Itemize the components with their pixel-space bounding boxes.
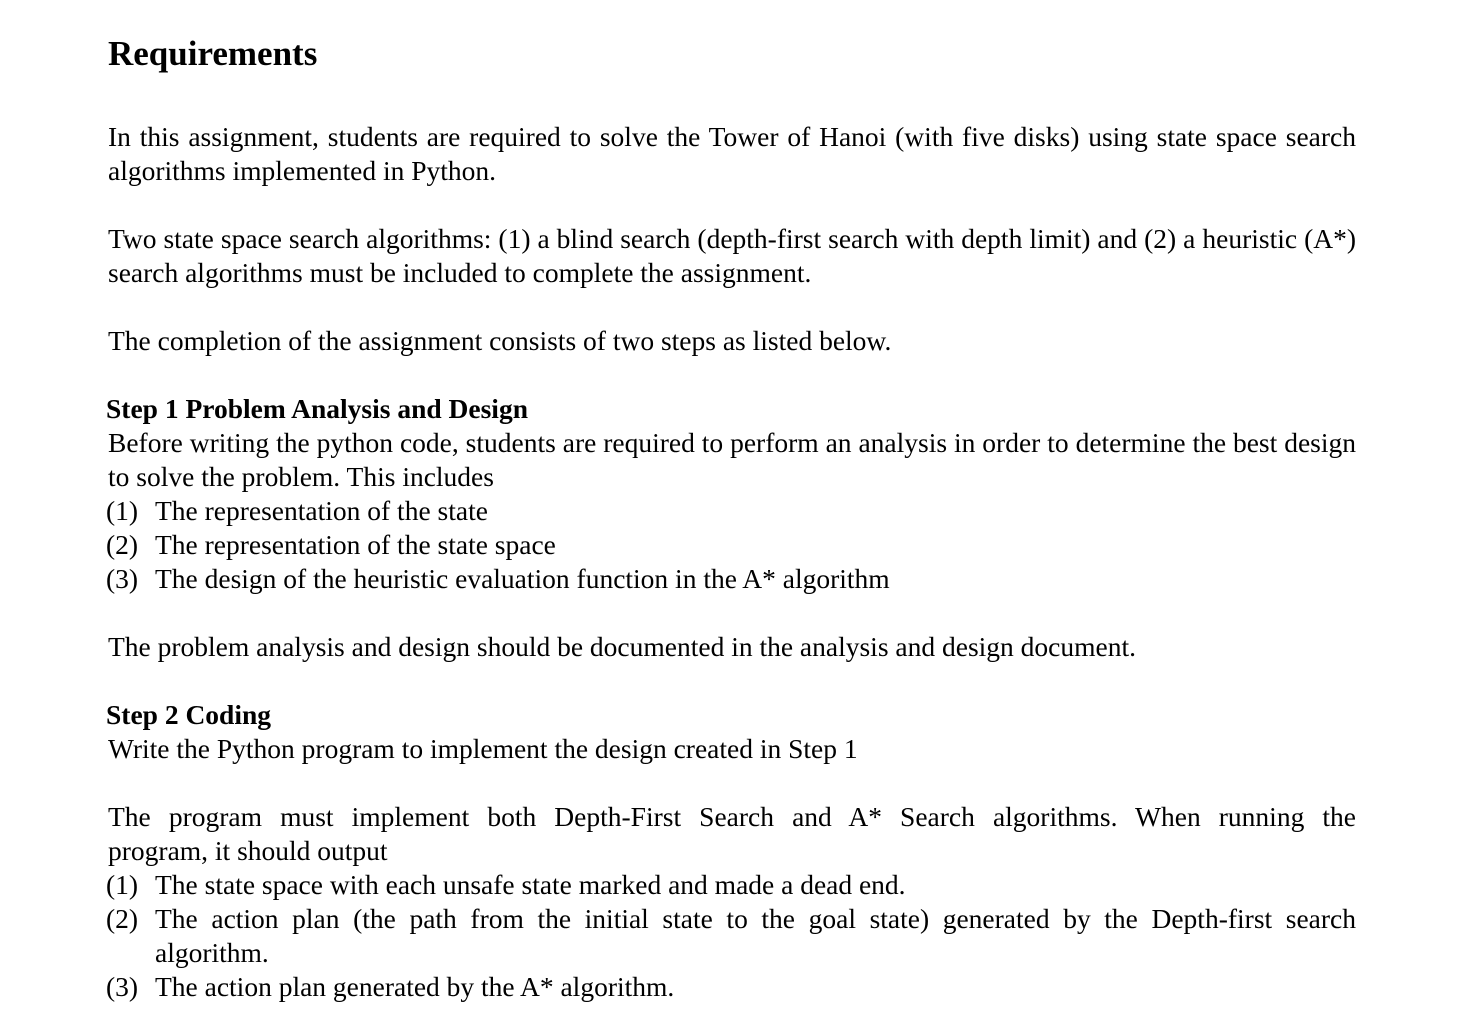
algorithms-paragraph: Two state space search algorithms: (1) a blind search (depth-first search with depth limit) and (2) a heuristic (A*) search algorithms must be included to complete the assignment. xyxy=(108,223,1356,288)
program-requirements-line2: program, it should output xyxy=(108,835,388,866)
list-item-text: The action plan (the path from the initial state to the goal state) generated by the Depth-first search algorithm. xyxy=(155,903,1356,968)
list-item-number: (3) xyxy=(106,971,139,1002)
list-item-text: The representation of the state space xyxy=(155,529,556,560)
step1-description: Before writing the python code, students are required to perform an analysis in order to determine the best design to solve the problem. This includes xyxy=(108,427,1356,492)
list-item-text: The representation of the state xyxy=(155,495,488,526)
step2-description: Write the Python program to implement the design created in Step 1 xyxy=(108,733,858,764)
list-item-number: (2) xyxy=(106,529,139,560)
list-item xyxy=(108,902,1356,970)
intro-paragraph: In this assignment, students are required to solve the Tower of Hanoi (with five disks) using state space search algorithms implemented in Python. xyxy=(108,121,1356,186)
step2-section xyxy=(108,698,1356,766)
list-item-text: The design of the heuristic evaluation function in the A* algorithm xyxy=(155,563,890,594)
step1-note: The problem analysis and design should be documented in the analysis and design document. xyxy=(108,631,1136,662)
list-item-number: (1) xyxy=(106,869,139,900)
program-output-section xyxy=(108,800,1356,1004)
step2-list xyxy=(108,868,1356,1004)
document-page xyxy=(108,30,1356,1004)
step1-title: Step 1 Problem Analysis and Design xyxy=(106,393,528,424)
completion-paragraph: The completion of the assignment consists of two steps as listed below. xyxy=(108,325,892,356)
list-item-number: (1) xyxy=(106,495,139,526)
list-item xyxy=(108,494,1356,528)
list-item xyxy=(108,970,1356,1004)
list-item xyxy=(108,562,1356,596)
step2-title: Step 2 Coding xyxy=(106,699,272,730)
list-item-text: The action plan generated by the A* algorithm. xyxy=(155,971,675,1002)
page-title: Requirements xyxy=(108,34,318,73)
step1-list xyxy=(108,494,1356,596)
list-item xyxy=(108,528,1356,562)
list-item-number: (2) xyxy=(106,903,139,934)
list-item-number: (3) xyxy=(106,563,139,594)
step1-section xyxy=(108,392,1356,596)
list-item xyxy=(108,868,1356,902)
program-requirements-line1: The program must implement both Depth-First Search and A* Search algorithms. When running the xyxy=(108,801,1356,832)
list-item-text: The state space with each unsafe state marked and made a dead end. xyxy=(155,869,906,900)
